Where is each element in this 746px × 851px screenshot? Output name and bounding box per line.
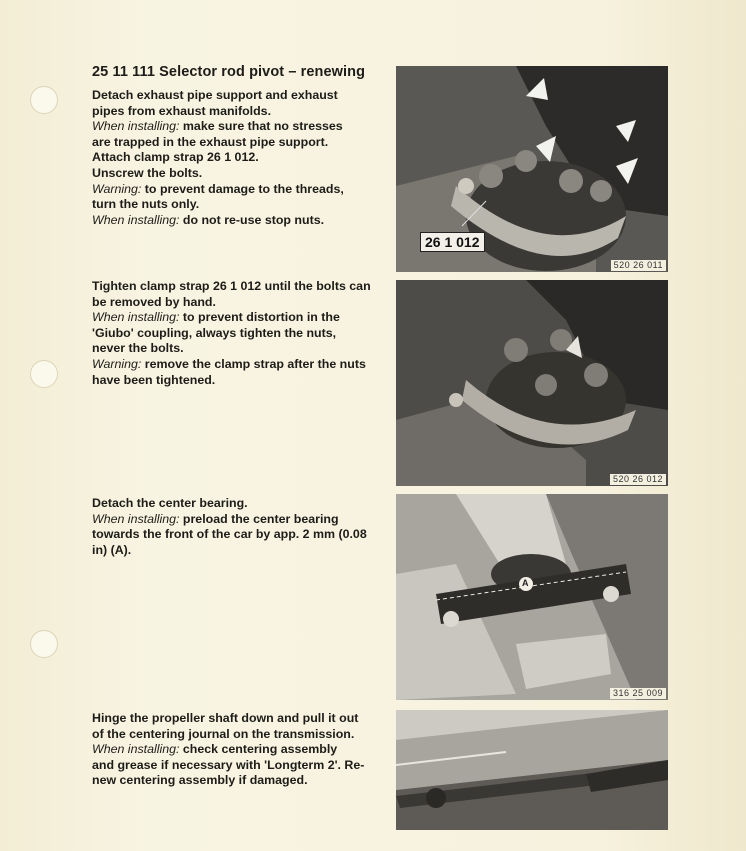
figure-code: 520 26 011 (611, 260, 666, 271)
line-text: Unscrew the bolts. (92, 165, 203, 180)
line-text: towards the front of the car by app. 2 mm (0.08 (92, 527, 367, 542)
text-line (92, 742, 386, 758)
line-text: have been tightened. (92, 372, 216, 387)
line-text: turn the nuts only. (92, 197, 200, 212)
text-line (92, 512, 386, 528)
figure-tightened-strap (396, 280, 668, 486)
text-line (92, 357, 386, 373)
line-text: Attach clamp strap 26 1 012. (92, 150, 259, 165)
note-label: When installing: (92, 310, 180, 325)
text-line (92, 727, 386, 743)
line-text: Detach the center bearing. (92, 496, 248, 510)
text-line (92, 295, 386, 311)
line-text: of the centering journal on the transmission. (92, 726, 355, 741)
text-line (92, 496, 386, 512)
text-line (92, 135, 386, 151)
text-line (92, 150, 386, 166)
text-line (92, 341, 386, 357)
text-line (92, 88, 386, 104)
figure-clamp-strap (396, 66, 668, 272)
text-line (92, 197, 386, 213)
line-text: preload the center bearing (179, 511, 339, 526)
line-text: check centering assembly (179, 742, 338, 757)
binder-hole (30, 360, 58, 388)
figure-code: 316 25 009 (610, 688, 666, 699)
photo-image (396, 494, 668, 700)
marker-label: A (522, 578, 529, 588)
figure-propeller-shaft (396, 710, 668, 830)
binder-hole (30, 630, 58, 658)
note-label: When installing: (92, 742, 180, 757)
line-text: make sure that no stresses (179, 119, 343, 134)
section-text (92, 711, 386, 789)
line-text: do not re-use stop nuts. (179, 212, 325, 227)
photo-image (396, 280, 668, 486)
text-line (92, 326, 386, 342)
photo-image (396, 710, 668, 830)
text-line (92, 213, 386, 229)
line-text: never the bolts. (92, 341, 184, 356)
tool-label: 26 1 012 (420, 232, 485, 252)
line-text: be removed by hand. (92, 294, 216, 309)
line-text: are trapped in the exhaust pipe support. (92, 134, 329, 149)
note-label: When installing: (92, 511, 180, 526)
figure-code: 520 26 012 (610, 474, 666, 485)
line-text: and grease if necessary with 'Longterm 2'. Re- (92, 757, 365, 772)
line-text: new centering assembly if damaged. (92, 773, 308, 788)
line-text: 'Giubo' coupling, always tighten the nuts, (92, 325, 337, 340)
page-title: 25 11 111 Selector rod pivot – renewing (92, 64, 366, 80)
figure-center-bearing (396, 494, 668, 700)
line-text: pipes from exhaust manifolds. (92, 103, 272, 118)
section-text (92, 88, 386, 228)
text-line (92, 166, 386, 182)
text-line (92, 310, 386, 326)
line-text: Hinge the propeller shaft down and pull it out (92, 711, 359, 725)
note-label: Warning: (92, 181, 142, 196)
note-label: When installing: (92, 212, 180, 227)
text-line (92, 182, 386, 198)
line-text: Detach exhaust pipe support and exhaust (92, 88, 338, 102)
text-line (92, 119, 386, 135)
text-line (92, 527, 386, 543)
line-text: Tighten clamp strap 26 1 012 until the bolts can (92, 279, 371, 293)
text-line (92, 543, 386, 559)
text-line (92, 373, 386, 389)
line-text: to prevent damage to the threads, (141, 181, 344, 196)
text-line (92, 279, 386, 295)
text-line (92, 758, 386, 774)
line-text: remove the clamp strap after the nuts (141, 356, 366, 371)
text-line (92, 104, 386, 120)
line-text: in) (A). (92, 542, 132, 557)
section-text (92, 496, 386, 558)
text-line (92, 711, 386, 727)
note-label: Warning: (92, 356, 142, 371)
note-label: When installing: (92, 119, 180, 134)
text-line (92, 773, 386, 789)
line-text: to prevent distortion in the (179, 310, 340, 325)
section-text (92, 279, 386, 388)
binder-hole (30, 86, 58, 114)
